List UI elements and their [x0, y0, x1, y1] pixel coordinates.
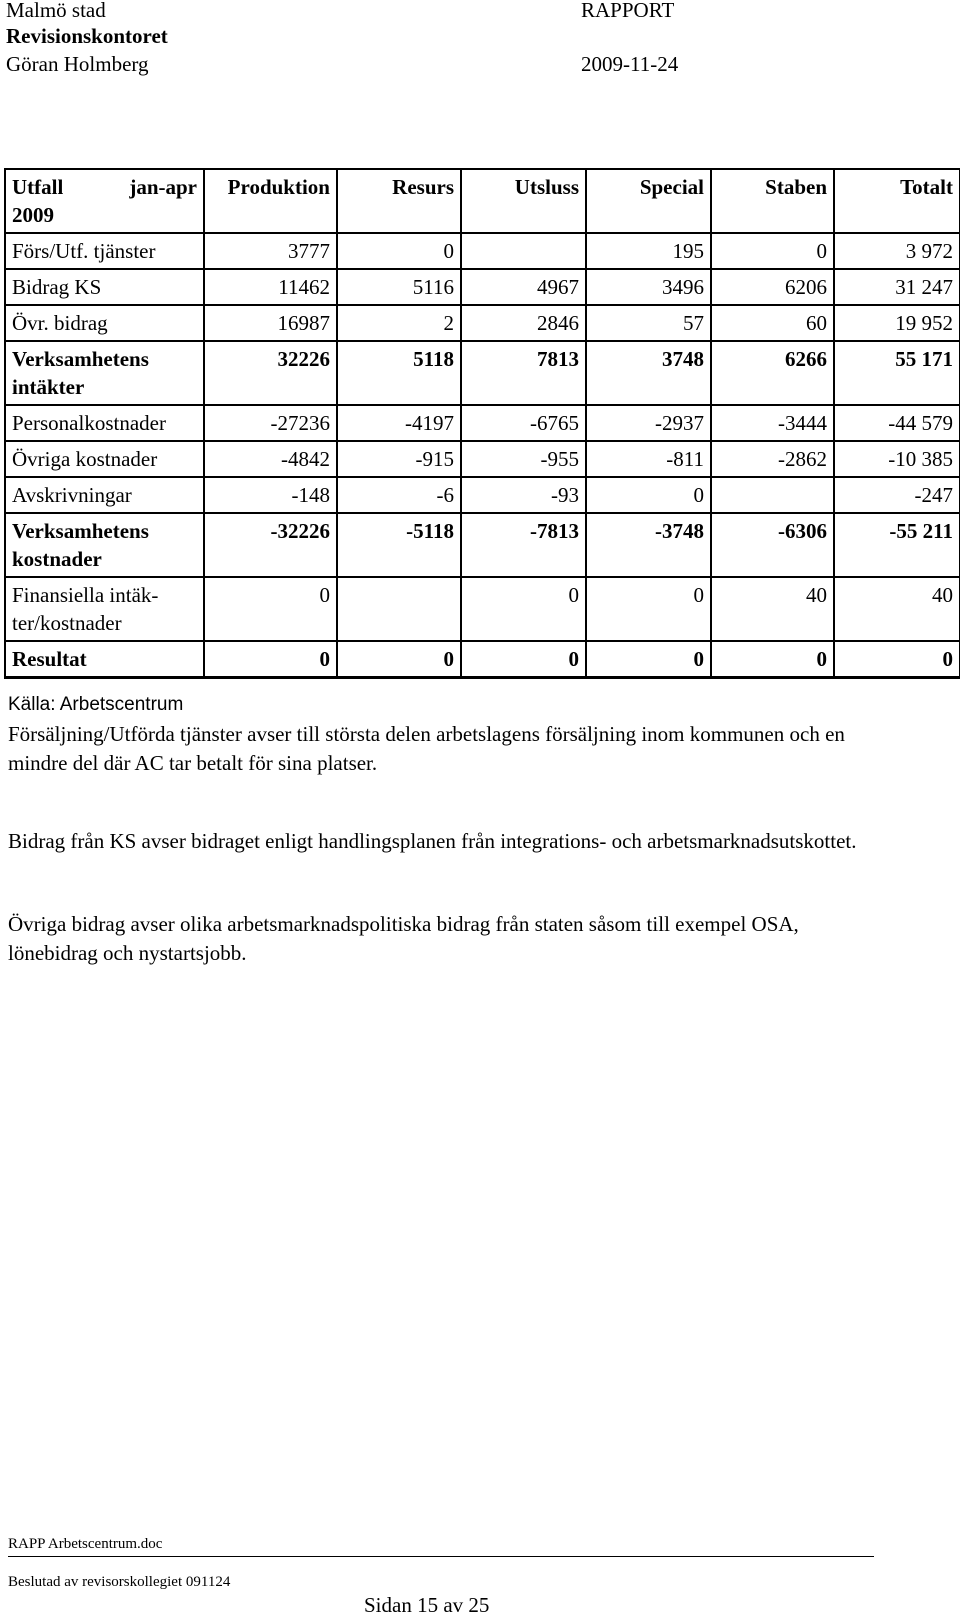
- row-value: -3748: [586, 513, 711, 577]
- row-value: 3 972: [834, 233, 960, 269]
- footer-approved: Beslutad av revisorskollegiet 091124: [8, 1574, 231, 1590]
- row-value: 40: [834, 577, 960, 641]
- footer-divider: [8, 1556, 874, 1557]
- results-table: [4, 168, 960, 679]
- row-label: Övriga kostnader: [5, 441, 204, 477]
- header-totalt: Totalt: [834, 169, 960, 233]
- header-special: Special: [586, 169, 711, 233]
- table-row: [5, 477, 960, 513]
- org-name: Malmö stad: [6, 0, 106, 22]
- row-value: -4197: [337, 405, 461, 441]
- header-staben: Staben: [711, 169, 834, 233]
- row-label: Förs/Utf. tjänster: [5, 233, 204, 269]
- row-value: -10 385: [834, 441, 960, 477]
- row-value: -6: [337, 477, 461, 513]
- row-value: 0: [711, 233, 834, 269]
- row-value: -2937: [586, 405, 711, 441]
- footer-filename: RAPP Arbetscentrum.doc: [8, 1536, 163, 1552]
- header-resurs: Resurs: [337, 169, 461, 233]
- table-row: [5, 341, 960, 405]
- document-date: 2009-11-24: [581, 52, 679, 76]
- header-period-label: Utfall: [12, 175, 64, 199]
- row-value: 0: [586, 577, 711, 641]
- row-value: -32226: [204, 513, 337, 577]
- row-value: -4842: [204, 441, 337, 477]
- row-value: 4967: [461, 269, 586, 305]
- row-value: 6266: [711, 341, 834, 405]
- row-value: 0: [337, 641, 461, 678]
- row-value: -148: [204, 477, 337, 513]
- row-value: 31 247: [834, 269, 960, 305]
- row-value: 0: [337, 233, 461, 269]
- row-value: -6765: [461, 405, 586, 441]
- row-value: 5116: [337, 269, 461, 305]
- table-row: [5, 641, 960, 678]
- row-value: -915: [337, 441, 461, 477]
- row-value: 0: [711, 641, 834, 678]
- row-value: -3444: [711, 405, 834, 441]
- row-value: [461, 233, 586, 269]
- author-name: Göran Holmberg: [6, 52, 149, 76]
- row-value: 5118: [337, 341, 461, 405]
- row-value: -811: [586, 441, 711, 477]
- paragraph-sales: Försäljning/Utförda tjänster avser till största delen arbetslagens försäljning inom kommunen och en mindre del där AC tar betalt för sina platser.: [8, 722, 845, 775]
- row-value: 3496: [586, 269, 711, 305]
- row-value: -55 211: [834, 513, 960, 577]
- row-value: 2846: [461, 305, 586, 341]
- table-row: [5, 305, 960, 341]
- row-value: 0: [204, 577, 337, 641]
- row-value: 3777: [204, 233, 337, 269]
- row-value: 3748: [586, 341, 711, 405]
- row-value: 32226: [204, 341, 337, 405]
- table-row: [5, 441, 960, 477]
- header-utsluss: Utsluss: [461, 169, 586, 233]
- paragraph-ks-grant: Bidrag från KS avser bidraget enligt handlingsplanen från integrations- och arbetsmarknadsutskottet.: [8, 829, 857, 853]
- row-label: Bidrag KS: [5, 269, 204, 305]
- row-value: 0: [586, 477, 711, 513]
- table-row: [5, 513, 960, 577]
- table-source: Källa: Arbetscentrum: [8, 694, 184, 715]
- row-value: 57: [586, 305, 711, 341]
- table-row: [5, 577, 960, 641]
- row-value: -6306: [711, 513, 834, 577]
- row-label: Personalkostnader: [5, 405, 204, 441]
- table-header-row: [5, 169, 960, 233]
- header-period: [5, 169, 204, 233]
- department-name: Revisionskontoret: [6, 24, 168, 48]
- row-value: 11462: [204, 269, 337, 305]
- row-value: -7813: [461, 513, 586, 577]
- row-value: 6206: [711, 269, 834, 305]
- row-value: 0: [834, 641, 960, 678]
- row-value: -2862: [711, 441, 834, 477]
- row-value: 0: [461, 641, 586, 678]
- row-value: 55 171: [834, 341, 960, 405]
- row-label: Verksamhetens kostnader: [5, 513, 204, 577]
- row-value: 7813: [461, 341, 586, 405]
- paragraph-other-grants: Övriga bidrag avser olika arbetsmarknadspolitiska bidrag från staten såsom till exempel OSA, lönebidrag och nystartsjobb.: [8, 912, 799, 965]
- row-label: Finansiella intäk-ter/kostnader: [5, 577, 204, 641]
- row-value: -5118: [337, 513, 461, 577]
- document-type: RAPPORT: [581, 0, 675, 22]
- row-label: Övr. bidrag: [5, 305, 204, 341]
- row-label: Resultat: [5, 641, 204, 678]
- page-number: Sidan 15 av 25: [364, 1593, 490, 1617]
- row-value: 0: [204, 641, 337, 678]
- row-label: Verksamhetens intäkter: [5, 341, 204, 405]
- table-row: [5, 269, 960, 305]
- row-value: 16987: [204, 305, 337, 341]
- row-value: -93: [461, 477, 586, 513]
- row-value: 19 952: [834, 305, 960, 341]
- row-value: [711, 477, 834, 513]
- header-period-year: 2009: [12, 203, 54, 227]
- table-row: [5, 405, 960, 441]
- header-period-range: jan-apr: [129, 175, 197, 199]
- row-value: 60: [711, 305, 834, 341]
- row-label: Avskrivningar: [5, 477, 204, 513]
- row-value: 2: [337, 305, 461, 341]
- row-value: -27236: [204, 405, 337, 441]
- row-value: 0: [461, 577, 586, 641]
- row-value: -955: [461, 441, 586, 477]
- row-value: 0: [586, 641, 711, 678]
- row-value: 40: [711, 577, 834, 641]
- header-produktion: Produktion: [204, 169, 337, 233]
- row-value: -44 579: [834, 405, 960, 441]
- table-row: [5, 233, 960, 269]
- row-value: 195: [586, 233, 711, 269]
- row-value: -247: [834, 477, 960, 513]
- row-value: [337, 577, 461, 641]
